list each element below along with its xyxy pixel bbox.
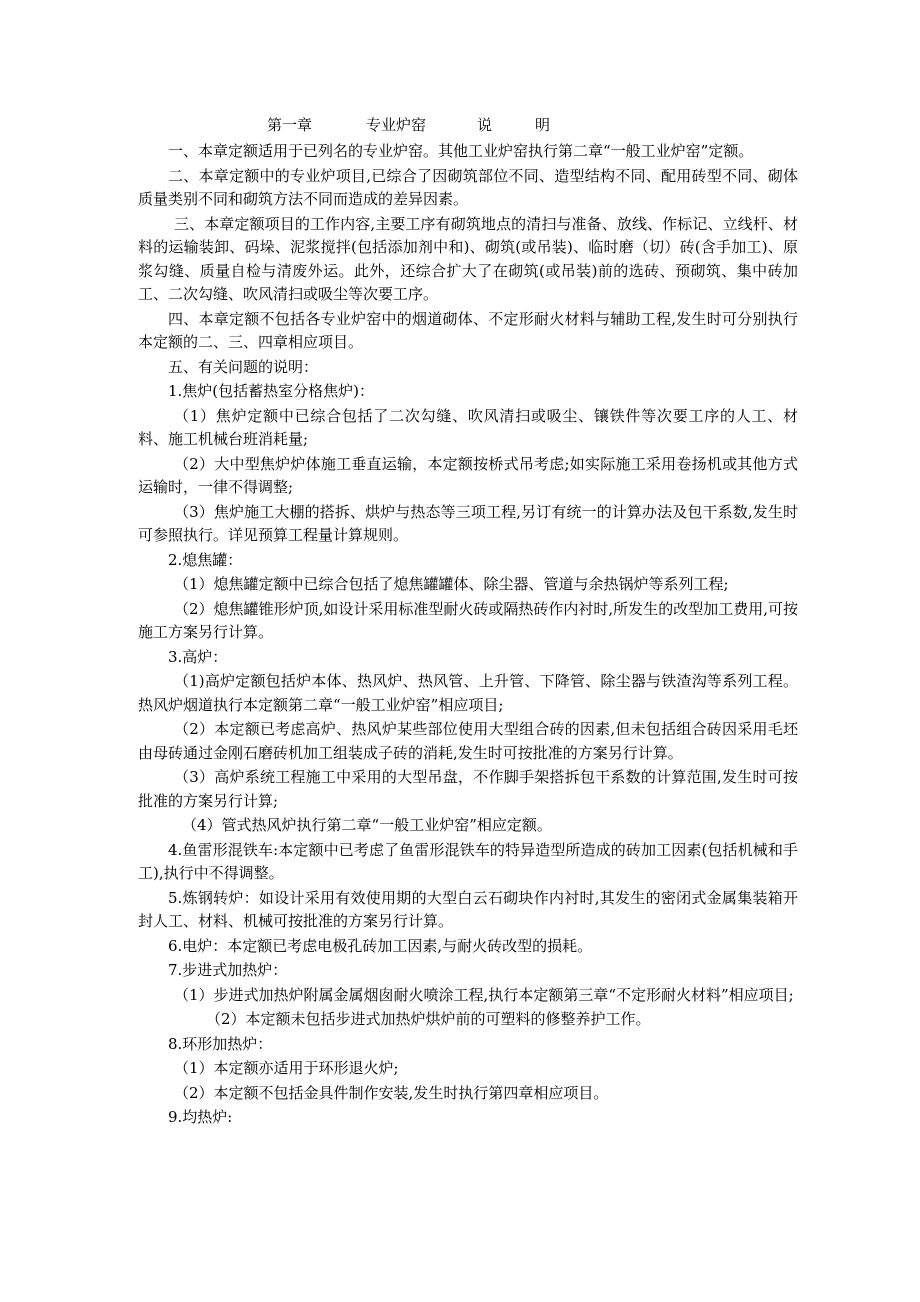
list-item: 3.高炉： <box>168 647 228 666</box>
sub-list-item: （3）焦炉施工大棚的搭拆、烘炉与热态等三项工程,另订有统一的计算办法及包干系数,发生时可参照执行。详见预算工程量计算规则。 <box>138 502 798 544</box>
paragraph: 五、有关问题的说明： <box>168 357 319 376</box>
sub-list-item: （2）本定额不包括金具件制作安装,发生时执行第四章相应项目。 <box>174 1083 609 1102</box>
paragraph: 三、本章定额项目的工作内容,主要工序有砌筑地点的清扫与准备、放线、作标记、立线杆、材料的运输装卸、码垛、泥浆搅拌(包括添加剂中和)、砌筑(或吊装)、临时磨（切）砖(含手加工)、原浆勾缝、质量自检与清废外运。此外，还综合扩大了在砌筑(或吊装)前的选砖、预砌筑、集中砖加工、二次勾缝、吹风清扫或吸尘等次要工序。 <box>138 214 798 303</box>
paragraph: 一、本章定额适用于已列名的专业炉窑。其他工业炉窑执行第二章“一般工业炉窑”定额。 <box>168 142 754 160</box>
sub-list-item: （1）熄焦罐定额中已综合包括了熄焦罐罐体、除尘器、管道与余热锅炉等系列工程; <box>174 575 729 593</box>
list-item: 7.步进式加热炉： <box>168 961 288 979</box>
paragraph: 四、本章定额不包括各专业炉窑中的烟道砌体、不定形耐火材料与辅助工程,发生时可分别执行本定额的二、三、四章相应项目。 <box>138 309 798 351</box>
list-item: 8.环形加热炉： <box>168 1034 273 1053</box>
list-item: 4.鱼雷形混铁车:本定额中已考虑了鱼雷形混铁车的特异造型所造成的砖加工因素(包括机械和手工),执行中不得调整。 <box>138 840 798 882</box>
title-name: 专业炉窑 <box>366 116 427 134</box>
list-item: 1.焦炉(包括蓄热室分格焦炉)： <box>168 382 375 400</box>
title-word-1: 说 <box>477 116 493 134</box>
sub-list-item: （2）熄焦罐锥形炉顶,如设计采用标准型耐火砖或隔热砖作内衬时,所发生的改型加工费用,可按施工方案另行计算。 <box>138 599 798 641</box>
sub-list-item: （4）管式热风炉执行第二章“一般工业炉窑”相应定额。 <box>182 816 552 834</box>
list-item: 9.均热炉: <box>168 1108 233 1126</box>
sub-list-item: （1）本定额亦适用于环形退火炉; <box>174 1059 399 1077</box>
list-item: 5.炼钢转炉：如设计采用有效使用期的大型白云石砌块作内衬时,其发生的密闭式金属集装箱开封人工、材料、机械可按批准的方案另行计算。 <box>138 888 798 930</box>
list-item: 6.电炉：本定额已考虑电极孔砖加工因素,与耐火砖改型的损耗。 <box>168 936 593 955</box>
sub-list-item: （1）焦炉定额中已综合包括了二次勾缝、吹风清扫或吸尘、镶铁件等次要工序的人工、材料、施工机械台班消耗量; <box>138 406 798 448</box>
sub-list-item: （1）步进式加热炉附属金属烟囱耐火喷涂工程,执行本定额第三章“不定形耐火材料”相应项目; <box>174 985 794 1004</box>
sub-list-item: （2）本定额未包括步进式加热炉烘炉前的可塑料的修整养护工作。 <box>206 1010 651 1028</box>
sub-list-item: （2）大中型焦炉炉体施工垂直运输，本定额按桥式吊考虑;如实际施工采用卷扬机或其他方式运输时，一律不得调整; <box>138 454 798 496</box>
paragraph: 二、本章定额中的专业炉项目,已综合了因砌筑部位不同、造型结构不同、配用砖型不同、砌体质量类别不同和砌筑方法不同而造成的差异因素。 <box>138 166 798 208</box>
title-chapter: 第一章 <box>267 116 313 134</box>
sub-list-item: （2）本定额已考虑高炉、热风炉某些部位使用大型组合砖的因素,但未包括组合砖因采用毛坯由母砖通过金刚石磨砖机加工组装成子砖的消耗,发生时可按批准的方案另行计算。 <box>138 720 798 762</box>
document-body <box>138 140 798 1131</box>
list-item: 2.熄焦罐： <box>168 550 243 569</box>
sub-list-item: （1)高炉定额包括炉本体、热风炉、热风管、上升管、下降管、除尘器与铁渣沟等系列工程。热风炉烟道执行本定额第二章“一般工业炉窑”相应项目; <box>138 672 798 714</box>
sub-list-item: （3）高炉系统工程施工中采用的大型吊盘，不作脚手架搭拆包干系数的计算范围,发生时可按批准的方案另行计算; <box>138 768 798 810</box>
title-word-2: 明 <box>535 116 551 134</box>
